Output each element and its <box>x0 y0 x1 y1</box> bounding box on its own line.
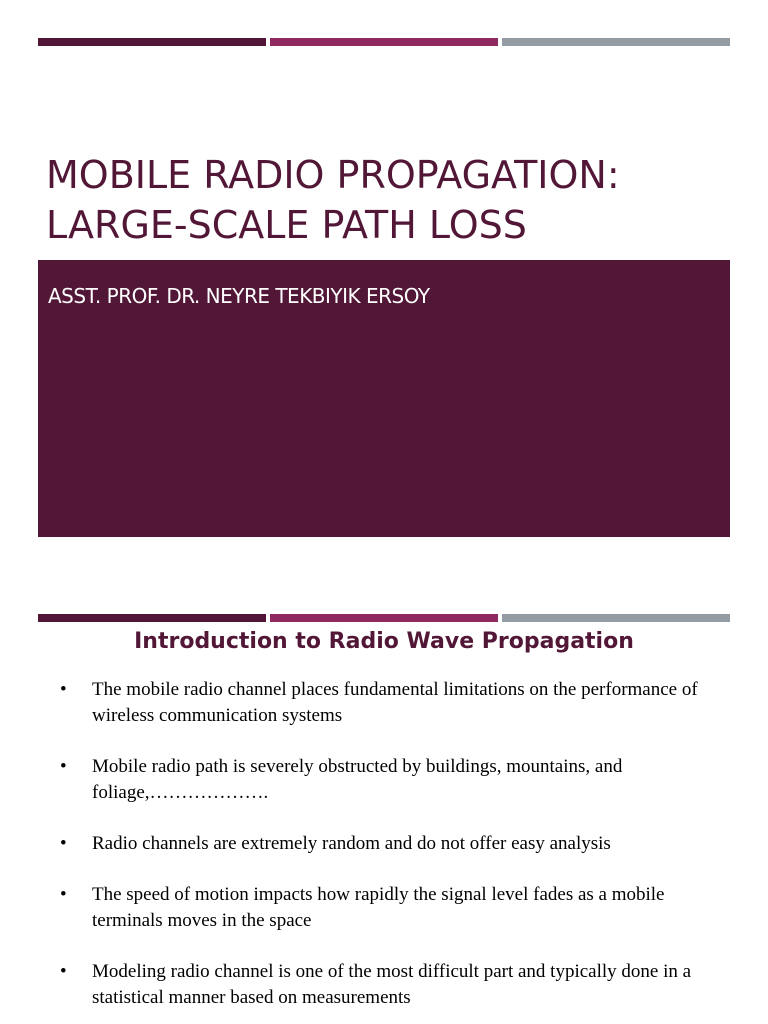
author-name: ASST. PROF. DR. NEYRE TEKBIYIK ERSOY <box>48 284 430 308</box>
bullet-item <box>56 959 706 1011</box>
slide-heading: Introduction to Radio Wave Propagation <box>134 629 634 654</box>
bullet-item <box>56 882 706 934</box>
bullet-text: Mobile radio path is severely obstructed by buildings, mountains, and foliage,………………. <box>92 756 623 803</box>
slide-title-line-2: LARGE-SCALE PATH LOSS <box>46 203 527 247</box>
accent-bars <box>38 38 730 46</box>
accent-bar-magenta <box>270 614 498 622</box>
bullet-list <box>56 677 706 1024</box>
accent-bar-magenta <box>270 38 498 46</box>
bullet-icon: • <box>60 884 67 905</box>
bullet-icon: • <box>60 833 67 854</box>
bullet-item <box>56 677 706 729</box>
bullet-icon: • <box>60 961 67 982</box>
accent-bar-dark <box>38 614 266 622</box>
subtitle-box <box>38 260 730 537</box>
accent-bar-gray <box>502 614 730 622</box>
slide-title-line-1: MOBILE RADIO PROPAGATION: <box>46 153 620 197</box>
accent-bar-dark <box>38 38 266 46</box>
bullet-text: Radio channels are extremely random and do not offer easy analysis <box>92 833 611 854</box>
bullet-text: The mobile radio channel places fundamental limitations on the performance of wireless communication systems <box>92 679 698 726</box>
bullet-item <box>56 754 706 806</box>
bullet-text: Modeling radio channel is one of the most difficult part and typically done in a statistical manner based on measurements <box>92 961 692 1008</box>
bullet-icon: • <box>60 756 67 777</box>
content-slide <box>0 600 768 1024</box>
bullet-icon: • <box>60 679 67 700</box>
bullet-item <box>56 831 706 857</box>
slide-title <box>46 150 736 250</box>
bullet-text: The speed of motion impacts how rapidly the signal level fades as a mobile terminals moves in the space <box>92 884 665 931</box>
accent-bar-gray <box>502 38 730 46</box>
accent-bars <box>38 614 730 622</box>
